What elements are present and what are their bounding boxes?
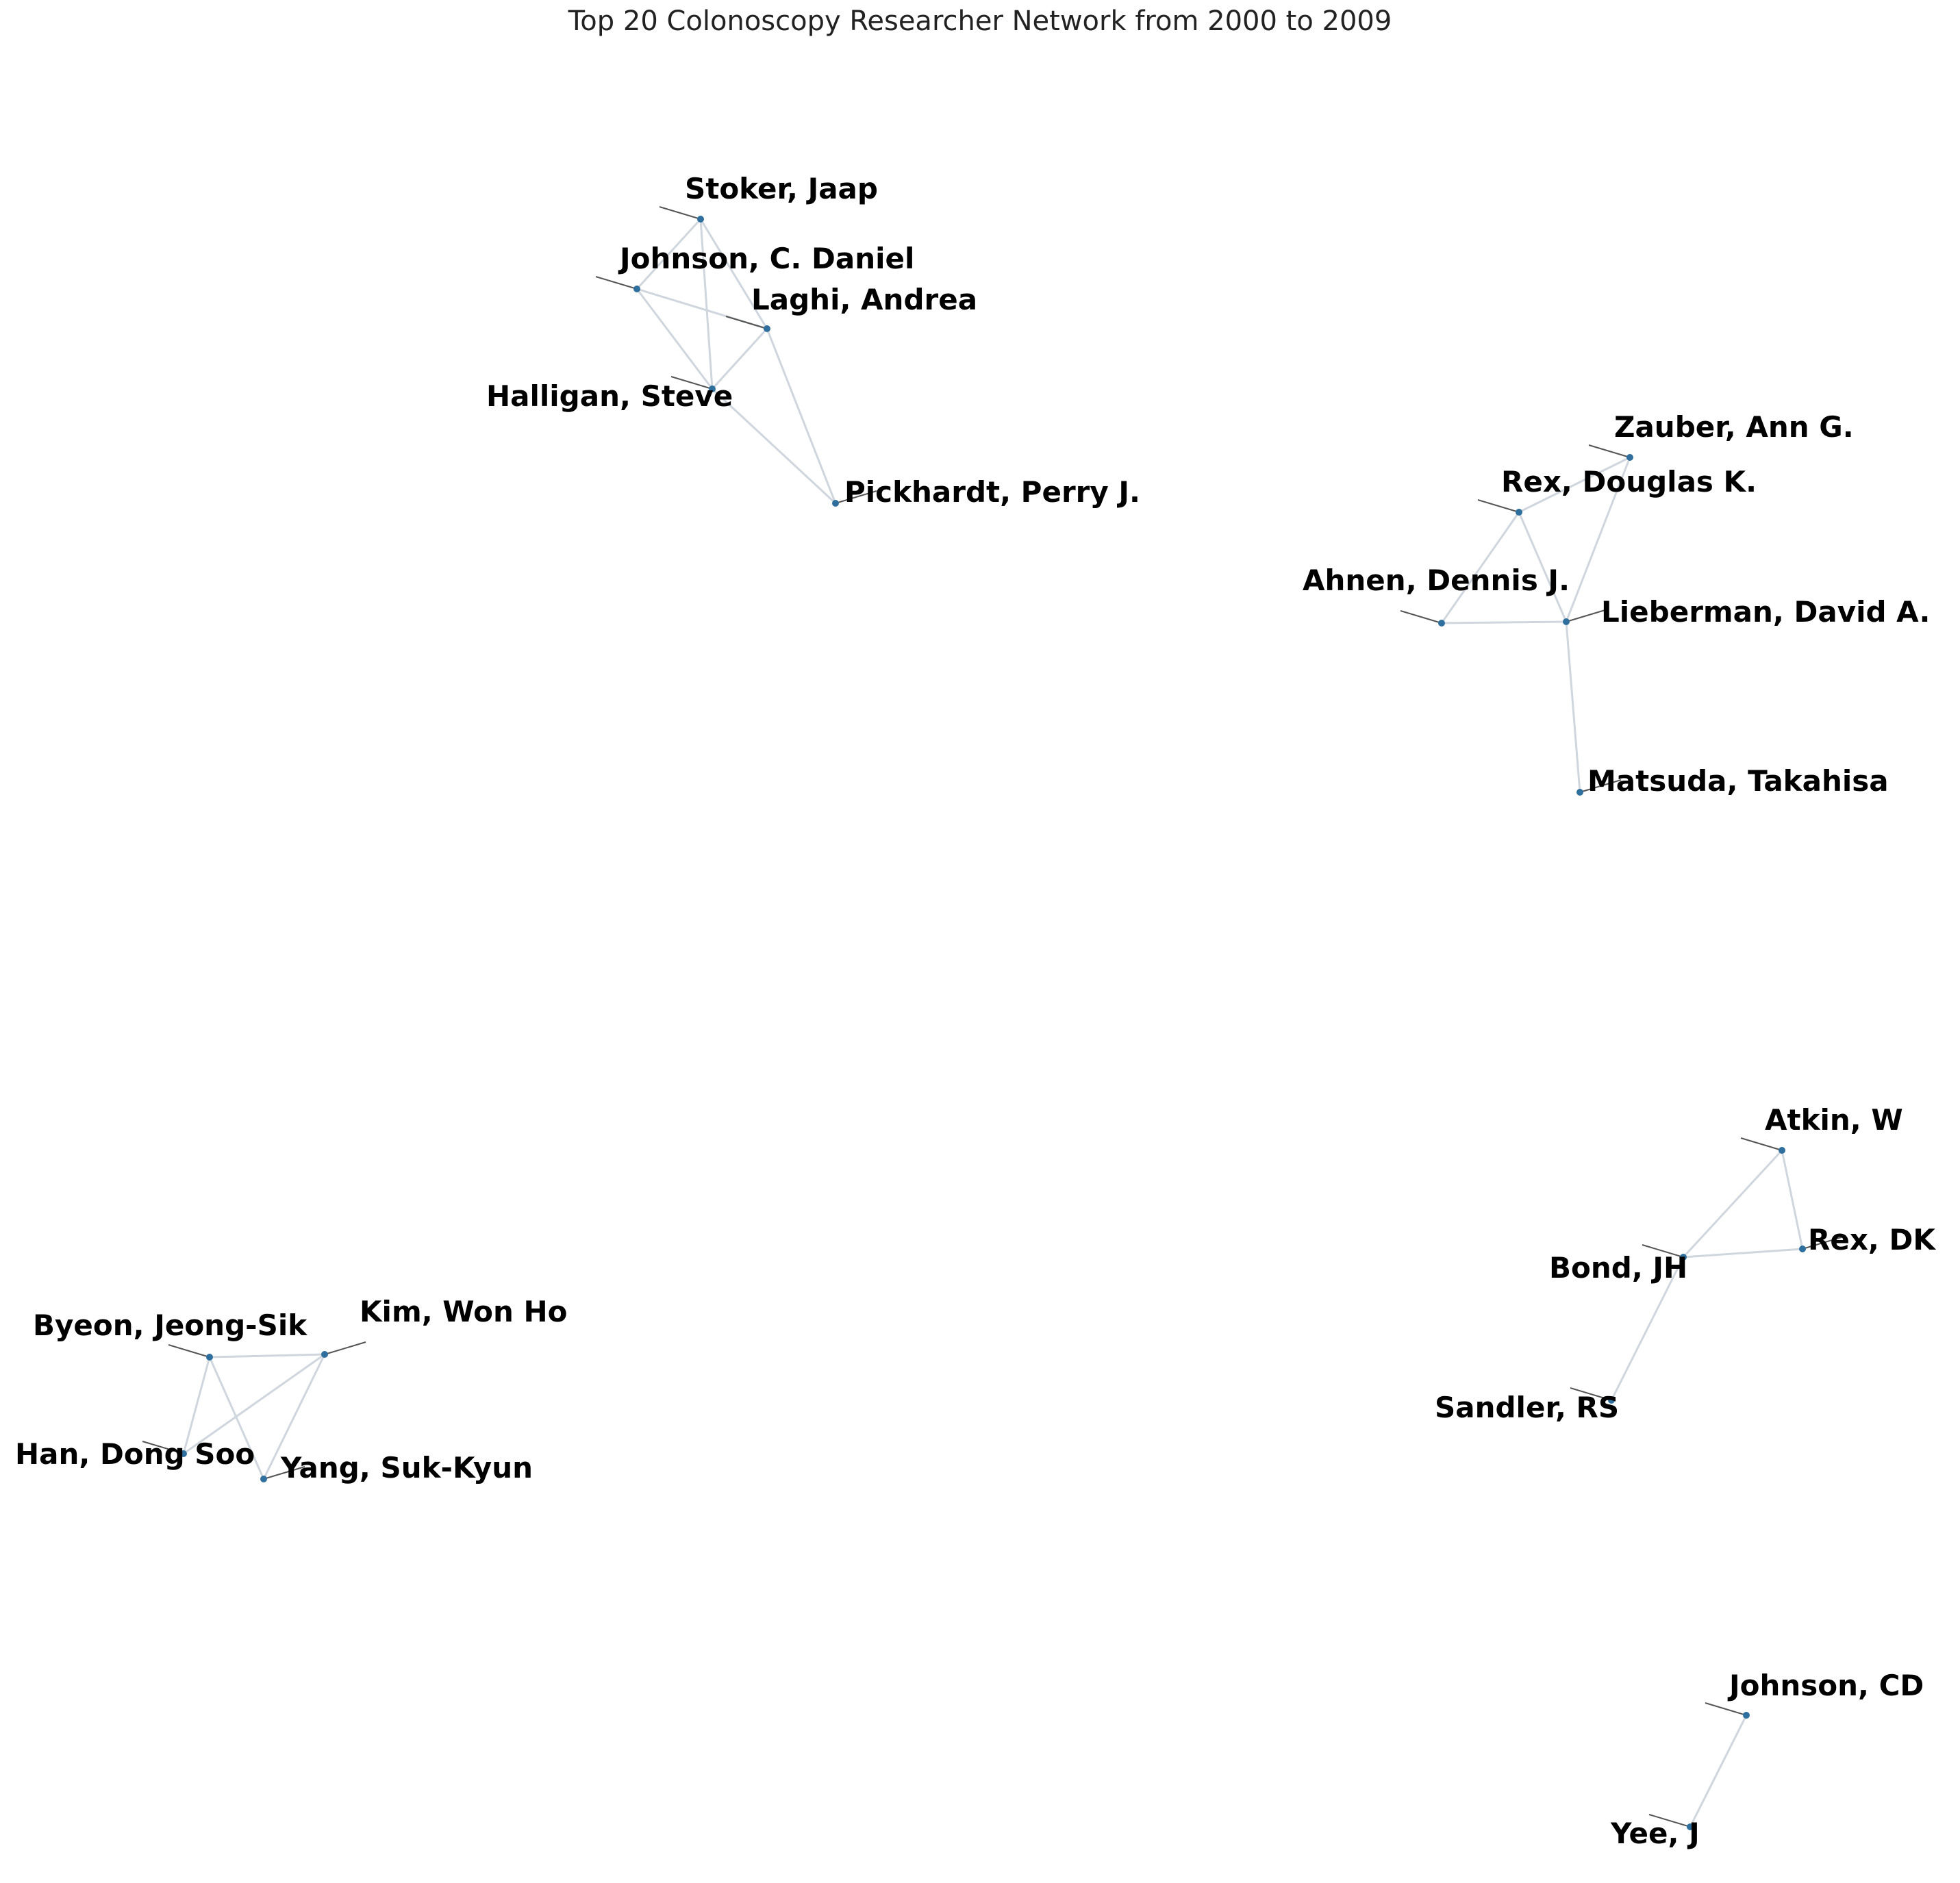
- edge-atkin-bond: [1683, 1150, 1782, 1257]
- node-label-johnson_cd_daniel: Johnson, C. Daniel: [620, 242, 915, 275]
- node-johnson_cd: [1743, 1712, 1750, 1719]
- edge-atkin-rex_dk: [1782, 1150, 1802, 1249]
- node-label-ahnen: Ahnen, Dennis J.: [1303, 564, 1570, 597]
- edge-bond-rex_dk: [1683, 1249, 1802, 1257]
- edges-layer: [184, 219, 1802, 1827]
- node-ahnen: [1438, 620, 1445, 627]
- label-leader-johnson_cd_daniel: [596, 277, 637, 289]
- edge-ahnen-lieberman: [1442, 622, 1566, 623]
- node-atkin: [1779, 1147, 1785, 1154]
- labels-layer: [15, 172, 1936, 1850]
- node-johnson_cd_daniel: [633, 286, 640, 292]
- nodes-layer: [180, 216, 1806, 1830]
- label-leaders-layer: [142, 207, 1844, 1827]
- node-label-sandler: Sandler, RS: [1435, 1391, 1620, 1424]
- node-kim: [321, 1351, 328, 1358]
- node-rex_douglas: [1516, 509, 1522, 516]
- node-label-bond: Bond, JH: [1549, 1251, 1688, 1285]
- label-leader-johnson_cd: [1705, 1703, 1746, 1715]
- node-label-stoker: Stoker, Jaap: [685, 172, 878, 205]
- node-stoker: [697, 216, 704, 223]
- node-label-laghi: Laghi, Andrea: [751, 283, 978, 316]
- label-leader-rex_douglas: [1478, 500, 1519, 512]
- node-label-byeon: Byeon, Jeong-Sik: [33, 1309, 307, 1342]
- node-rex_dk: [1799, 1246, 1806, 1252]
- node-label-rex_douglas: Rex, Douglas K.: [1501, 465, 1757, 498]
- label-leader-zauber: [1589, 445, 1630, 457]
- node-label-halligan: Halligan, Steve: [486, 379, 733, 413]
- node-laghi: [764, 325, 770, 332]
- label-leader-atkin: [1741, 1138, 1782, 1150]
- node-label-han: Han, Dong Soo: [15, 1437, 255, 1471]
- node-label-johnson_cd: Johnson, CD: [1729, 1669, 1924, 1702]
- node-label-yee: Yee, J: [1611, 1817, 1700, 1850]
- edge-johnson_cd-yee: [1690, 1715, 1746, 1827]
- node-label-yang: Yang, Suk-Kyun: [281, 1451, 533, 1484]
- edge-lieberman-matsuda: [1566, 622, 1580, 792]
- edge-laghi-pickhardt: [767, 329, 835, 503]
- node-label-rex_dk: Rex, DK: [1808, 1223, 1935, 1256]
- node-yang: [260, 1476, 267, 1482]
- chart-title: Top 20 Colonoscopy Researcher Network from 2000 to 2009: [568, 5, 1392, 37]
- node-label-pickhardt: Pickhardt, Perry J.: [844, 475, 1140, 509]
- node-byeon: [206, 1354, 213, 1361]
- node-zauber: [1626, 454, 1633, 461]
- node-lieberman: [1563, 618, 1570, 625]
- edge-byeon-kim: [210, 1354, 325, 1357]
- label-leader-ahnen: [1400, 611, 1442, 623]
- label-leader-stoker: [659, 207, 701, 219]
- node-label-lieberman: Lieberman, David A.: [1601, 595, 1931, 629]
- node-label-atkin: Atkin, W: [1765, 1103, 1903, 1137]
- node-matsuda: [1576, 789, 1583, 796]
- edge-johnson_cd_daniel-halligan: [637, 289, 712, 389]
- node-label-kim: Kim, Won Ho: [360, 1295, 568, 1328]
- label-leader-kim: [325, 1342, 366, 1354]
- node-pickhardt: [832, 500, 839, 507]
- node-label-matsuda: Matsuda, Takahisa: [1587, 764, 1889, 798]
- label-leader-byeon: [168, 1345, 210, 1357]
- node-label-zauber: Zauber, Ann G.: [1614, 410, 1854, 444]
